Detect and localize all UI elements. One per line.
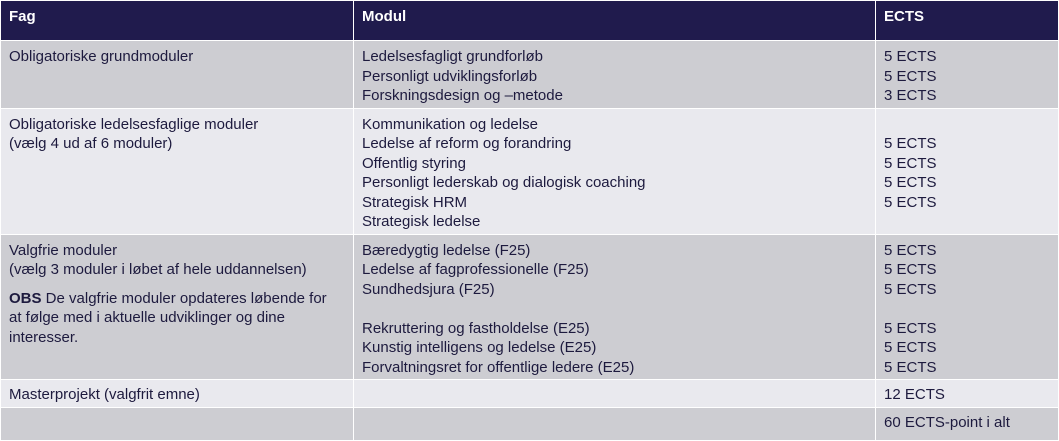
spacer [362,299,875,319]
fag-cell [1,408,354,441]
ects-value: 5 ECTS [884,261,937,278]
ects-value: 5 ECTS [884,154,937,172]
ects-cell [876,380,1059,408]
header-modul: Modul [354,1,876,41]
ects-value: 5 ECTS [884,358,937,376]
modul-item: Forvaltningsret for offentlige ledere (E25) [362,358,635,376]
modul-cell [354,41,876,109]
ects-value: 5 ECTS [884,135,937,152]
fag-sublabel: (vælg 3 moduler i løbet af hele uddannelsen) [9,261,307,278]
ects-value: 5 ECTS [884,339,937,356]
fag-label: Obligatoriske grundmoduler [9,48,194,65]
modul-cell [354,408,876,441]
ects-total: 60 ECTS-point i alt [884,414,1010,431]
table-row [1,108,1059,234]
ects-value: 5 ECTS [884,280,937,298]
fag-cell [1,380,354,408]
modul-item: Sundhedsjura (F25) [362,280,495,298]
modul-item: Rekruttering og fastholdelse (E25) [362,319,590,337]
modul-item: Bæredygtig ledelse (F25) [362,241,531,259]
fag-label: Obligatoriske ledelsesfaglige moduler [9,115,259,133]
ects-cell [876,108,1059,234]
modul-item: Offentlig styring [362,154,466,172]
modul-cell [354,234,876,380]
modul-item: Ledelsesfagligt grundforløb [362,48,543,65]
modul-item: Personligt lederskab og dialogisk coaching [362,174,646,191]
header-fag: Fag [1,1,354,41]
modul-item: Kunstig intelligens og ledelse (E25) [362,339,597,356]
table-row [1,41,1059,109]
ects-value: 5 ECTS [884,174,937,191]
ects-value: 12 ECTS [884,386,945,403]
modul-cell [354,380,876,408]
modul-item: Forskningsdesign og –metode [362,87,563,104]
ects-cell [876,41,1059,109]
table-row [1,408,1059,441]
modul-item: Ledelse af reform og forandring [362,135,572,152]
ects-value: 5 ECTS [884,241,937,259]
modul-item: Strategisk ledelse [362,213,481,230]
header-ects: ECTS [876,1,1059,41]
fag-cell [1,234,354,380]
ects-value: 5 ECTS [884,193,937,211]
fag-cell [1,108,354,234]
modul-item: Kommunikation og ledelse [362,115,538,133]
spacer [884,299,1058,319]
table-row [1,380,1059,408]
ects-value: 5 ECTS [884,67,937,85]
fag-cell [1,41,354,109]
obs-label: OBS [9,289,42,307]
table-header-row [1,1,1059,41]
fag-label: Masterprojekt (valgfrit emne) [9,386,200,403]
modul-item: Personligt udviklingsforløb [362,67,538,85]
spacer [884,115,1058,135]
spacer [9,280,353,289]
ects-value: 5 ECTS [884,319,937,337]
modul-item: Strategisk HRM [362,193,468,211]
modul-cell [354,108,876,234]
modul-item: Ledelse af fagprofessionelle (F25) [362,261,589,278]
ects-value: 5 ECTS [884,48,937,65]
fag-sublabel: (vælg 4 ud af 6 moduler) [9,135,173,152]
fag-label: Valgfrie moduler [9,241,118,259]
ects-value: 3 ECTS [884,87,937,104]
ects-cell [876,408,1059,441]
ects-cell [876,234,1059,380]
obs-text: De valgfrie moduler opdateres løbende for at følge med i aktuelle udviklinger og dine interesser. [9,289,327,346]
table-row [1,234,1059,380]
obs-note [9,289,339,348]
